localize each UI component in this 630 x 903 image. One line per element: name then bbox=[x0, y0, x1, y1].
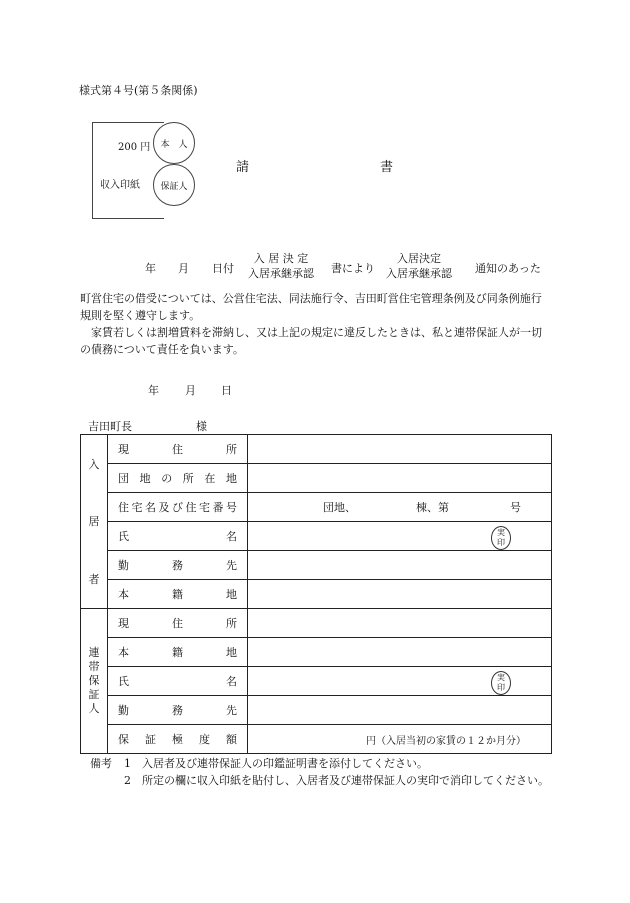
decision-option-1: 入 居 決 定 入居承継承認 bbox=[248, 252, 314, 280]
table-row bbox=[81, 435, 552, 464]
field-housing-number[interactable]: 団地、 棟、第 号 bbox=[248, 493, 552, 522]
notes-label: 備考 bbox=[90, 757, 112, 770]
row-label: 住 宅 名 及 び 住 宅 番 号 bbox=[108, 493, 248, 522]
field-resident-workplace[interactable] bbox=[248, 551, 552, 580]
table-row bbox=[81, 551, 552, 580]
form-number: 様式第４号(第５条関係) bbox=[79, 84, 198, 97]
row-label: 勤 務 先 bbox=[108, 696, 248, 725]
row-label: 保 証 極 度 額 bbox=[108, 725, 248, 754]
decision-month: 月 bbox=[178, 262, 189, 275]
seal-circle-guarantor: 保証人 bbox=[153, 164, 195, 206]
stamp-label: 収入印紙 bbox=[100, 180, 140, 191]
row-label: 現 住 所 bbox=[108, 435, 248, 464]
field-guarantee-limit[interactable]: 円（入居当初の家賃の１２か月分） bbox=[248, 725, 552, 754]
row-label: 現 住 所 bbox=[108, 609, 248, 638]
row-label: 本 籍 地 bbox=[108, 580, 248, 609]
decision-notified: 通知のあった bbox=[475, 262, 541, 275]
body-paragraph-2: 家賃若しくは割増賃料を滞納し、又は上記の規定に違反したときは、私と連帯保証人が一切の債務について責任を負います。 bbox=[80, 326, 542, 356]
field-guarantor-workplace[interactable] bbox=[248, 696, 552, 725]
decision-option-2: 入居決定 入居承継承認 bbox=[386, 252, 452, 280]
table-row bbox=[81, 522, 552, 551]
field-guarantor-name[interactable] bbox=[248, 667, 552, 696]
application-table bbox=[80, 434, 552, 754]
note-item-2: 2 所定の欄に収入印紙を貼付し、入居者及び連帯保証人の実印で消印してください。 bbox=[124, 774, 549, 787]
body-paragraph-1: 町営住宅の借受については、公営住宅法、同法施行令、吉田町営住宅管理条例及び同条例施行規則を堅く遵守します。 bbox=[80, 292, 542, 322]
table-row bbox=[81, 696, 552, 725]
table-row bbox=[81, 725, 552, 754]
guarantor-group-label: 連 帯 保 証 人 bbox=[81, 609, 108, 754]
note-item-1: 1 入居者及び連帯保証人の印鑑証明書を添付してください。 bbox=[124, 757, 428, 770]
field-resident-name[interactable] bbox=[248, 522, 552, 551]
addressee-name: 吉田町長 bbox=[88, 420, 132, 433]
resident-group-label: 入 居 者 bbox=[81, 435, 108, 609]
field-guarantor-domicile[interactable] bbox=[248, 638, 552, 667]
field-guarantor-address[interactable] bbox=[248, 609, 552, 638]
field-complex-location[interactable] bbox=[248, 464, 552, 493]
row-label: 団 地 の 所 在 地 bbox=[108, 464, 248, 493]
field-resident-address[interactable] bbox=[248, 435, 552, 464]
seal-mark: 実 印 bbox=[491, 526, 511, 550]
addressee-honorific: 様 bbox=[196, 420, 207, 433]
table-row bbox=[81, 464, 552, 493]
table-row bbox=[81, 580, 552, 609]
table-row bbox=[81, 609, 552, 638]
row-label: 氏 名 bbox=[108, 522, 248, 551]
row-label: 氏 名 bbox=[108, 667, 248, 696]
stamp-amount: 200 円 bbox=[118, 142, 151, 153]
seal-mark: 実 印 bbox=[491, 671, 511, 695]
title-char-1: 請 bbox=[236, 160, 250, 175]
table-row bbox=[81, 667, 552, 696]
row-label: 勤 務 先 bbox=[108, 551, 248, 580]
table-row bbox=[81, 638, 552, 667]
table-row bbox=[81, 493, 552, 522]
row-label: 本 籍 地 bbox=[108, 638, 248, 667]
decision-year: 年 bbox=[145, 262, 156, 275]
decision-dated: 日付 bbox=[212, 262, 234, 275]
title-char-2: 書 bbox=[380, 160, 394, 175]
decision-by-document: 書により bbox=[331, 262, 375, 275]
field-resident-domicile[interactable] bbox=[248, 580, 552, 609]
seal-circle-self: 本 人 bbox=[153, 122, 195, 164]
